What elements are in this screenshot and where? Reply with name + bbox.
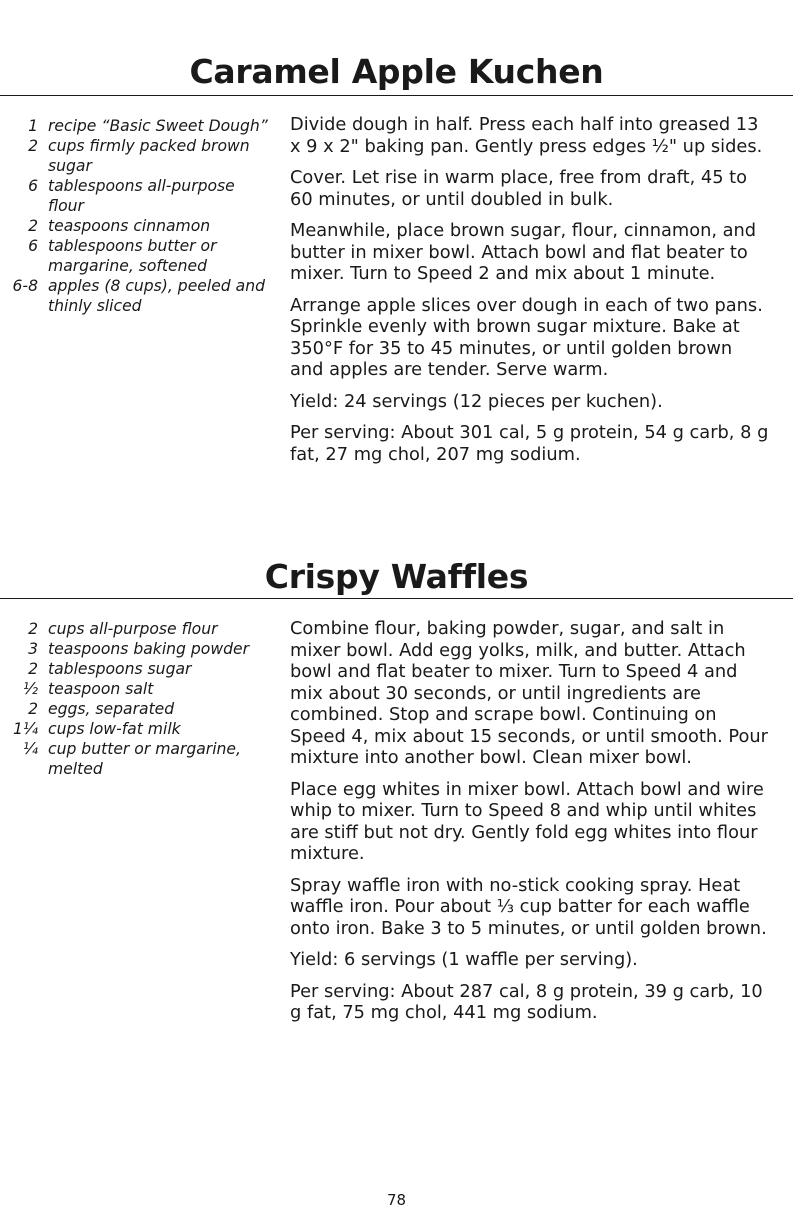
ingredient-item [0, 176, 270, 216]
ingredient-qty: 2 [28, 137, 38, 155]
ingredient-text: cups all-purpose flour [48, 620, 218, 638]
page-number: 78 [386, 1191, 407, 1209]
ingredient-item [0, 639, 270, 659]
ingredient-qty: 1 [28, 117, 38, 135]
ingredient-qty: 6-8 [12, 277, 38, 295]
ingredient-item [0, 236, 270, 276]
direction-paragraph: Combine flour, baking powder, sugar, and salt in mixer bowl. Add egg yolks, milk, and butter. Attach bowl and flat beater to mixer. Turn to Speed 4 and mix about 30 seconds, or until ingredients are combined. Stop and scrape bowl. Continuing on Speed 4, mix about 15 seconds, or until smooth. Pour mixture into another bowl. Clean mixer bowl. [290, 618, 768, 768]
title-rule [0, 95, 793, 96]
ingredient-text: tablespoons butter or margarine, softened [48, 237, 217, 275]
ingredient-text: teaspoons baking powder [48, 640, 249, 658]
ingredient-list [0, 619, 270, 779]
nutrition-text: Per serving: About 301 cal, 5 g protein, 54 g carb, 8 g fat, 27 mg chol, 207 mg sodium. [290, 422, 769, 465]
ingredient-item [0, 276, 270, 316]
yield-text: Yield: 6 servings (1 waffle per serving). [290, 949, 638, 970]
yield-text: Yield: 24 servings (12 pieces per kuchen). [290, 390, 663, 412]
ingredient-text: teaspoons cinnamon [48, 217, 211, 235]
ingredient-list [0, 116, 270, 316]
recipe-title: Caramel Apple Kuchen [189, 52, 604, 91]
direction-paragraph: Spray waffle iron with no-stick cooking spray. Heat waffle iron. Pour about ⅓ cup batter for each waffle onto iron. Bake 3 to 5 minutes, or until golden brown. [290, 874, 767, 939]
title-rule [0, 598, 793, 599]
ingredient-item [0, 739, 270, 779]
ingredient-qty: 1¼ [12, 720, 38, 738]
direction-paragraph: Arrange apple slices over dough in each of two pans. Sprinkle evenly with brown sugar mixture. Bake at 350°F for 35 to 45 minutes, or until golden brown and apples are tender. Serve warm. [290, 294, 763, 380]
ingredient-qty: 3 [28, 640, 38, 658]
ingredient-qty: 2 [28, 620, 38, 638]
ingredient-text: recipe “Basic Sweet Dough” [48, 117, 268, 135]
ingredient-item [0, 216, 270, 236]
recipe-title: Crispy Waffles [264, 557, 529, 596]
ingredient-qty: ¼ [22, 740, 38, 758]
direction-paragraph: Cover. Let rise in warm place, free from draft, 45 to 60 minutes, or until doubled in bulk. [290, 167, 748, 210]
ingredient-item [0, 116, 270, 136]
ingredient-text: cup butter or margarine, melted [48, 740, 241, 778]
direction-paragraph: Place egg whites in mixer bowl. Attach bowl and wire whip to mixer. Turn to Speed 8 and whip until whites are stiff but not dry. Gently fold egg whites into flour mixture. [290, 778, 764, 864]
ingredient-item [0, 659, 270, 679]
ingredient-qty: 6 [28, 237, 38, 255]
ingredient-text: cups low-fat milk [48, 720, 181, 738]
ingredient-text: tablespoons sugar [48, 660, 192, 678]
ingredient-item [0, 719, 270, 739]
nutrition-text: Per serving: About 287 cal, 8 g protein, 39 g carb, 10 g fat, 75 mg chol, 441 mg sodium. [290, 980, 763, 1023]
ingredient-item [0, 699, 270, 719]
direction-paragraph: Meanwhile, place brown sugar, flour, cinnamon, and butter in mixer bowl. Attach bowl and flat beater to mixer. Turn to Speed 2 and mix about 1 minute. [290, 220, 757, 284]
direction-paragraph: Divide dough in half. Press each half into greased 13 x 9 x 2" baking pan. Gently press edges ½" up sides. [290, 114, 763, 157]
ingredient-qty: 2 [28, 660, 38, 678]
ingredient-qty: ½ [22, 680, 38, 698]
directions [290, 618, 770, 1034]
ingredient-text: tablespoons all-purpose flour [48, 177, 235, 215]
ingredient-qty: 6 [28, 177, 38, 195]
ingredient-text: teaspoon salt [48, 680, 154, 698]
ingredient-qty: 2 [28, 700, 38, 718]
ingredient-item [0, 679, 270, 699]
ingredient-qty: 2 [28, 217, 38, 235]
ingredient-text: cups firmly packed brown sugar [48, 137, 250, 175]
directions [290, 114, 770, 475]
ingredient-item [0, 619, 270, 639]
ingredient-text: eggs, separated [48, 700, 175, 718]
ingredient-item [0, 136, 270, 176]
ingredient-text: apples (8 cups), peeled and thinly sliced [48, 277, 266, 315]
